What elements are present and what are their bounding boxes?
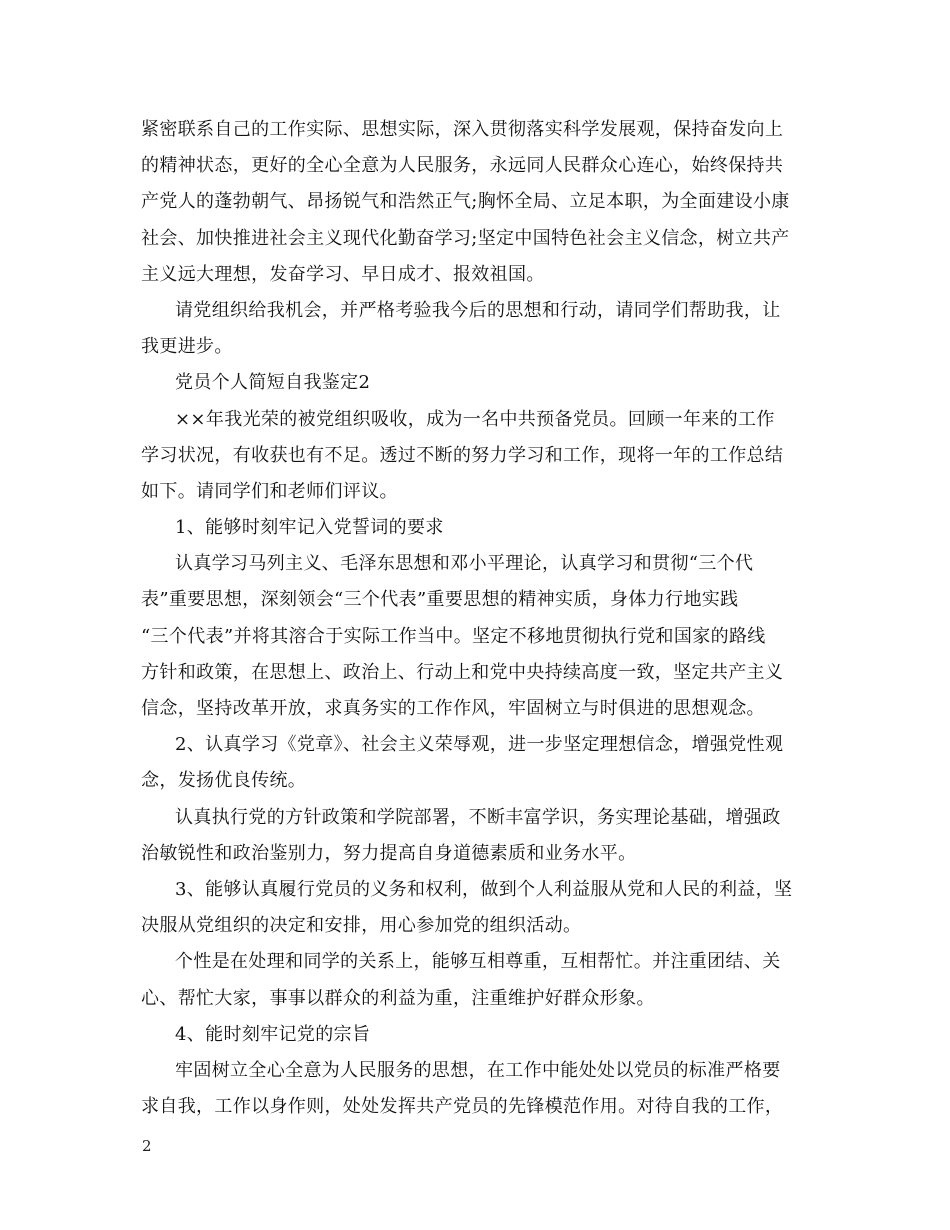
- paragraph-line: 求自我，工作以身作则，处处发挥共产党员的先锋模范作用。对待自我的工作，: [141, 1096, 784, 1118]
- paragraph-line: 牢固树立全心全意为人民服务的思想，在工作中能处处以党员的标准严格要: [175, 1059, 781, 1081]
- page-number: 2: [142, 1137, 152, 1155]
- paragraph-line: 表”重要思想，深刻领会“三个代表”重要思想的精神实质，身体力行地实践: [141, 589, 739, 611]
- numbered-heading: 3、能够认真履行党员的义务和权利，做到个人利益服从党和人民的利益，坚: [175, 878, 793, 900]
- paragraph-line: 产党人的蓬勃朝气、昂扬锐气和浩然正气;胸怀全局、立足本职，为全面建设小康: [141, 191, 790, 213]
- paragraph-line: 我更进步。: [141, 336, 233, 358]
- paragraph-line: 决服从党组织的决定和安排，用心参加党的组织活动。: [141, 915, 582, 937]
- paragraph-line: “三个代表”并将其溶合于实际工作当中。坚定不移地贯彻执行党和国家的路线: [141, 625, 766, 647]
- document-body: [141, 112, 811, 1125]
- paragraph-line: 个性是在处理和同学的关系上，能够互相尊重，互相帮忙。并注重团结、关: [175, 951, 781, 973]
- paragraph-line: 心、帮忙大家，事事以群众的利益为重，注重维护好群众形象。: [141, 987, 655, 1009]
- section-title: 党员个人简短自我鉴定2: [175, 372, 371, 394]
- paragraph-line: ××年我光荣的被党组织吸收，成为一名中共预备党员。回顾一年来的工作: [175, 408, 775, 430]
- paragraph-line: 念，发扬优良传统。: [141, 770, 307, 792]
- paragraph-line: 社会、加快推进社会主义现代化勤奋学习;坚定中国特色社会主义信念，树立共产: [141, 227, 790, 249]
- paragraph-line: 紧密联系自己的工作实际、思想实际，深入贯彻落实科学发展观，保持奋发向上: [141, 119, 784, 140]
- paragraph-line: 请党组织给我机会，并严格考验我今后的思想和行动，请同学们帮助我，让: [175, 299, 781, 321]
- paragraph-line: 认真执行党的方针政策和学院部署，不断丰富学识，务实理论基础，增强政: [175, 806, 781, 828]
- paragraph-line: 信念，坚持改革开放，求真务实的工作作风，牢固树立与时俱进的思想观念。: [141, 698, 765, 719]
- paragraph-line: 方针和政策，在思想上、政治上、行动上和党中央持续高度一致，坚定共产主义: [141, 661, 784, 683]
- paragraph-line: 主义远大理想，发奋学习、早日成才、报效祖国。: [141, 263, 545, 285]
- paragraph-line: 学习状况，有收获也有不足。透过不断的努力学习和工作，现将一年的工作总结: [141, 444, 784, 466]
- numbered-heading: 2、认真学习《党章》、社会主义荣辱观，进一步坚定理想信念，增强党性观: [175, 734, 784, 756]
- paragraph-line: 治敏锐性和政治鉴别力，努力提高自身道德素质和业务水平。: [141, 842, 637, 864]
- numbered-heading: 1、能够时刻牢记入党誓词的要求: [175, 517, 444, 539]
- paragraph-line: 的精神状态，更好的全心全意为人民服务，永远同人民群众心连心，始终保持共: [141, 155, 784, 177]
- paragraph-line: 认真学习马列主义、毛泽东思想和邓小平理论，认真学习和贯彻“三个代: [175, 553, 754, 575]
- numbered-heading: 4、能时刻牢记党的宗旨: [175, 1023, 371, 1045]
- paragraph-line: 如下。请同学们和老师们评议。: [141, 480, 398, 502]
